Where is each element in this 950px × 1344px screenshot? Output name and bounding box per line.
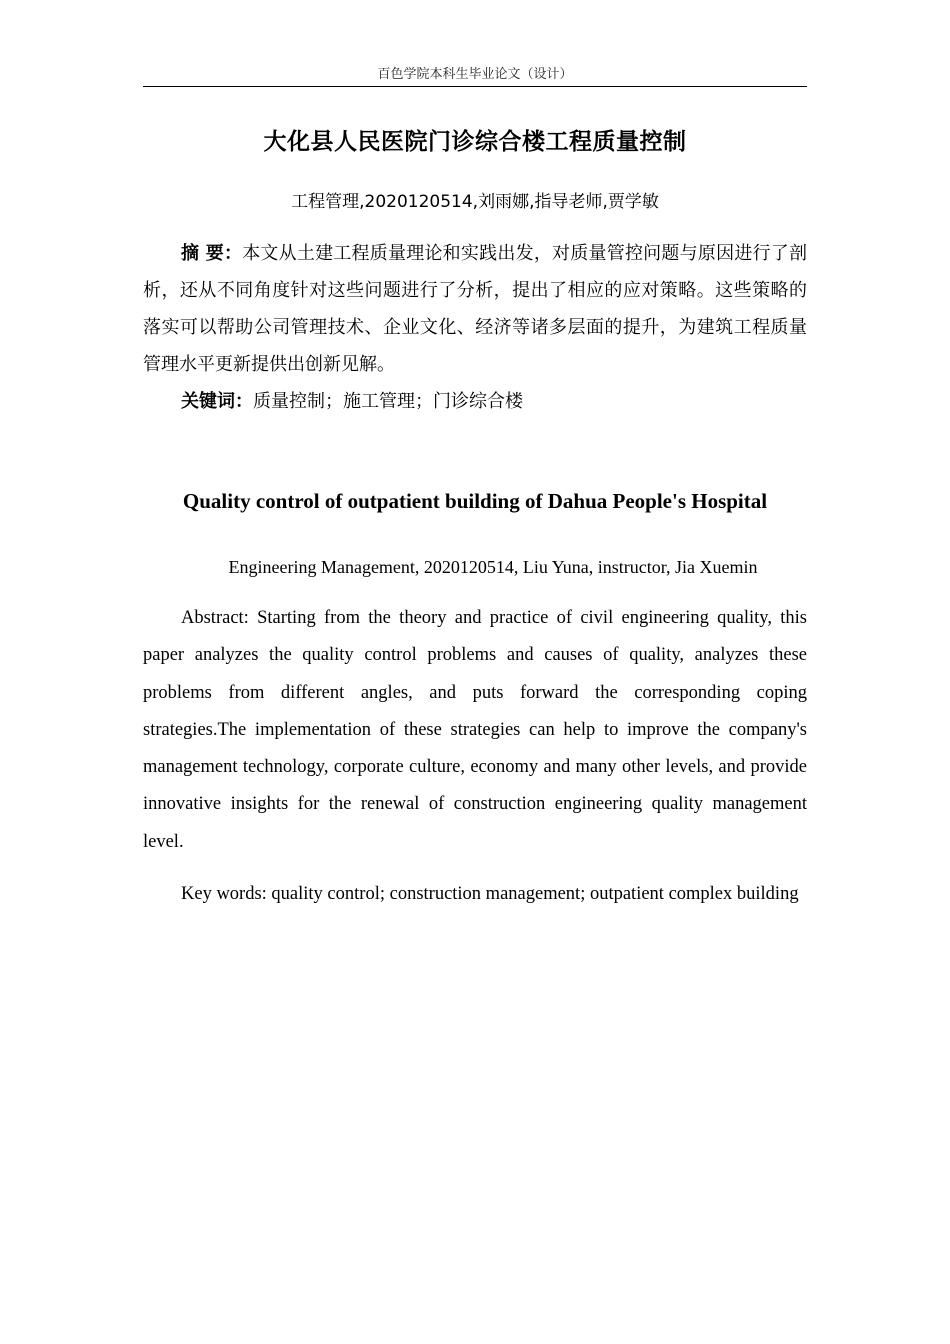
chinese-keywords-label: 关键词： xyxy=(181,391,253,412)
chinese-author-line: 工程管理,2020120514,刘雨娜,指导老师,贾学敏 xyxy=(291,192,659,212)
chinese-keywords-text: 质量控制；施工管理；门诊综合楼 xyxy=(253,391,523,412)
chinese-abstract xyxy=(143,235,807,383)
english-author-line: Engineering Management, 2020120514, Liu Yuna, instructor, Jia Xuemin xyxy=(228,557,758,577)
english-title: Quality control of outpatient building of Dahua People's Hospital xyxy=(182,489,768,513)
header-rule xyxy=(143,86,807,87)
running-header: 百色学院本科生毕业论文（设计） xyxy=(377,67,573,82)
chinese-abstract-label: 摘 要： xyxy=(181,243,243,264)
english-abstract: Abstract: Starting from the theory and practice of civil engineering quality, this paper analyzes the quality control problems and causes of quality, analyzes these problems from different angles, and puts forward the corresponding coping strategies.The implementation of these strategies can help to improve the company's management technology, corporate culture, economy and many other levels, and provide innovative insights for the renewal of construction engineering quality management level. xyxy=(143,608,807,852)
chinese-title: 大化县人民医院门诊综合楼工程质量控制 xyxy=(263,129,687,155)
chinese-keywords xyxy=(143,383,807,420)
chinese-abstract-text: 本文从土建工程质量理论和实践出发，对质量管控问题与原因进行了剖析，还从不同角度针对这些问题进行了分析，提出了相应的应对策略。这些策略的落实可以帮助公司管理技术、企业文化、经济等诸多层面的提升，为建筑工程质量管理水平更新提供出创新见解。 xyxy=(143,243,807,375)
english-keywords: Key words: quality control; construction management; outpatient complex building xyxy=(181,884,799,904)
